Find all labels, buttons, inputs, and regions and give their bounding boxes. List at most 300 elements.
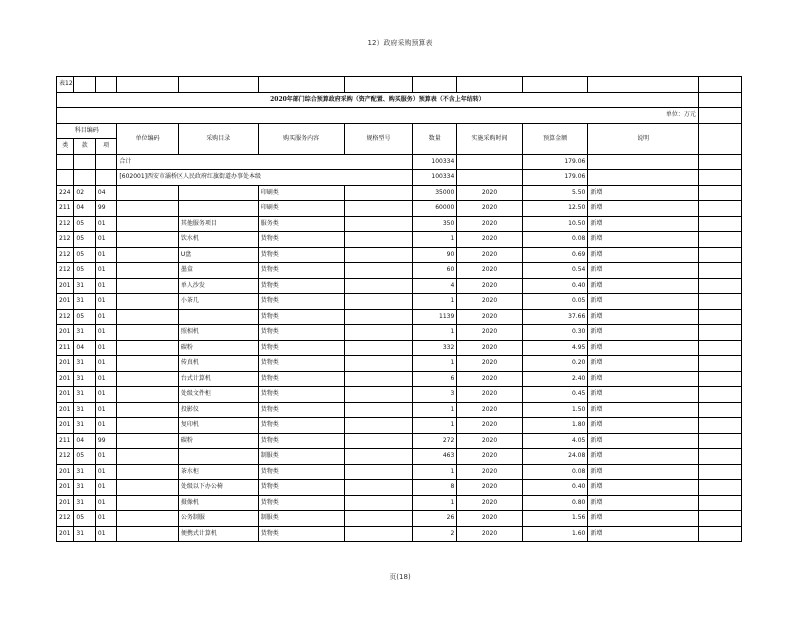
cell-unit-code [117,247,178,263]
cell-spec [344,418,413,434]
cell-section: 31 [74,526,96,542]
cell-note: 新增 [588,371,699,387]
cell-section: 31 [74,278,96,294]
cell-note: 新增 [588,185,699,201]
table-code-row [57,77,742,93]
page-header: 12）政府采购预算表 [367,39,433,47]
cell-class: 212 [57,449,74,465]
table-row [57,495,742,511]
cell-section: 31 [74,402,96,418]
cell-amount: 0.80 [522,495,588,511]
cell-item: 01 [95,294,117,310]
cell-spec [344,495,413,511]
cell-section: 05 [74,309,96,325]
cell-quantity: 1 [413,232,457,248]
cell-unit-code [117,387,178,403]
summary-row-unit [57,170,742,186]
cell-class: 201 [57,495,74,511]
header-unit-code: 单位编码 [117,123,178,154]
cell-class: 201 [57,387,74,403]
cell-amount: 0.54 [522,263,588,279]
cell-blank [698,480,741,496]
cell-item: 01 [95,340,117,356]
cell-time: 2020 [457,263,523,279]
cell-note: 新增 [588,278,699,294]
cell-amount: 0.45 [522,387,588,403]
cell-quantity: 1 [413,418,457,434]
cell-catalog: 饮水机 [178,232,258,248]
cell-spec [344,449,413,465]
table-row [57,216,742,232]
cell-time: 2020 [457,309,523,325]
cell-section: 31 [74,464,96,480]
cell-service: 货物类 [258,340,344,356]
table-row [57,464,742,480]
cell-quantity: 4 [413,278,457,294]
cell-blank [698,371,741,387]
header-note: 说明 [588,123,699,154]
cell-catalog: 其他服务项目 [178,216,258,232]
cell-class: 211 [57,201,74,217]
cell-note: 新增 [588,464,699,480]
cell-spec [344,356,413,372]
cell-section: 31 [74,495,96,511]
cell-service: 货物类 [258,325,344,341]
cell-catalog [178,185,258,201]
cell-time: 2020 [457,356,523,372]
cell-item: 04 [95,185,117,201]
cell-unit-code [117,356,178,372]
cell-blank [698,526,741,542]
cell-amount: 2.40 [522,371,588,387]
cell-catalog: 小茶几 [178,294,258,310]
table-row [57,526,742,542]
cell-quantity: 26 [413,511,457,527]
table-row [57,449,742,465]
cell-blank [698,232,741,248]
cell-unit-code [117,185,178,201]
cell-catalog: 公务制服 [178,511,258,527]
table-row [57,418,742,434]
cell-item: 01 [95,402,117,418]
table-row [57,185,742,201]
cell-section: 04 [74,433,96,449]
cell-service: 货物类 [258,309,344,325]
cell-note: 新增 [588,495,699,511]
cell-section: 05 [74,263,96,279]
cell-quantity: 463 [413,449,457,465]
cell-blank [698,216,741,232]
summary-label: 合计 [117,154,413,170]
cell-class: 201 [57,464,74,480]
cell-note: 新增 [588,294,699,310]
header-section: 款 [74,139,96,155]
cell-service: 货物类 [258,387,344,403]
cell-spec [344,480,413,496]
cell-blank [698,340,741,356]
cell-blank [698,495,741,511]
header-service-content: 购买服务内容 [258,123,344,154]
table-code: 表12 [57,77,74,93]
cell-note: 新增 [588,402,699,418]
cell-note: 新增 [588,356,699,372]
cell-item: 01 [95,371,117,387]
cell-item: 01 [95,526,117,542]
cell-note: 新增 [588,325,699,341]
cell-time: 2020 [457,402,523,418]
cell-time: 2020 [457,387,523,403]
cell-catalog: 摄像机 [178,495,258,511]
cell-service: 货物类 [258,294,344,310]
cell-section: 05 [74,216,96,232]
cell-service: 货物类 [258,418,344,434]
cell-service: 货物类 [258,232,344,248]
cell-time: 2020 [457,464,523,480]
summary-amount: 179.06 [522,154,588,170]
header-implement-time: 实施采购时间 [457,123,523,154]
cell-catalog: 复印机 [178,418,258,434]
cell-unit-code [117,418,178,434]
table-row [57,294,742,310]
cell-note: 新增 [588,526,699,542]
cell-blank [698,278,741,294]
cell-time: 2020 [457,201,523,217]
cell-blank [698,387,741,403]
summary-row-total [57,154,742,170]
cell-section: 04 [74,201,96,217]
cell-spec [344,371,413,387]
cell-unit-code [117,278,178,294]
cell-unit-code [117,201,178,217]
cell-catalog [178,449,258,465]
cell-amount: 0.08 [522,232,588,248]
cell-quantity: 35000 [413,185,457,201]
cell-amount: 1.56 [522,511,588,527]
cell-spec [344,294,413,310]
cell-blank [698,418,741,434]
cell-item: 01 [95,263,117,279]
cell-amount: 24.08 [522,449,588,465]
cell-service: 货物类 [258,433,344,449]
cell-spec [344,247,413,263]
cell-service: 服务类 [258,216,344,232]
cell-unit-code [117,371,178,387]
cell-section: 31 [74,480,96,496]
cell-time: 2020 [457,232,523,248]
cell-service: 货物类 [258,526,344,542]
cell-quantity: 1 [413,356,457,372]
title-row [57,92,742,108]
cell-class: 201 [57,325,74,341]
table-row [57,247,742,263]
cell-blank [698,402,741,418]
cell-class: 201 [57,356,74,372]
cell-spec [344,201,413,217]
table-row [57,278,742,294]
cell-catalog: 茶水柜 [178,464,258,480]
cell-section: 05 [74,232,96,248]
cell-item: 01 [95,387,117,403]
cell-note: 新增 [588,387,699,403]
cell-spec [344,433,413,449]
cell-item: 99 [95,433,117,449]
cell-note: 新增 [588,480,699,496]
cell-class: 212 [57,232,74,248]
cell-amount: 0.08 [522,464,588,480]
cell-amount: 4.95 [522,340,588,356]
cell-quantity: 60000 [413,201,457,217]
cell-note: 新增 [588,232,699,248]
cell-note: 新增 [588,433,699,449]
cell-class: 211 [57,340,74,356]
cell-service: 货物类 [258,402,344,418]
cell-quantity: 3 [413,387,457,403]
cell-catalog: U盘 [178,247,258,263]
cell-spec [344,278,413,294]
cell-class: 212 [57,309,74,325]
cell-spec [344,402,413,418]
cell-amount: 0.20 [522,356,588,372]
cell-class: 212 [57,247,74,263]
summary-quantity: 100334 [413,154,457,170]
cell-service: 制服类 [258,511,344,527]
cell-service: 货物类 [258,464,344,480]
summary-label: [602001]西安市灞桥区人民政府红旗街道办事处本级 [117,170,413,186]
header-subject-code: 科目编码 [57,123,117,139]
cell-blank [698,464,741,480]
cell-amount: 1.60 [522,526,588,542]
table-row [57,387,742,403]
cell-catalog: 碳粉 [178,433,258,449]
cell-catalog: 台式计算机 [178,371,258,387]
cell-item: 01 [95,216,117,232]
cell-class: 201 [57,402,74,418]
cell-unit-code [117,464,178,480]
cell-class: 212 [57,216,74,232]
cell-service: 印刷类 [258,201,344,217]
cell-catalog [178,201,258,217]
cell-time: 2020 [457,433,523,449]
cell-service: 货物类 [258,480,344,496]
cell-catalog [178,309,258,325]
cell-item: 01 [95,247,117,263]
cell-quantity: 8 [413,480,457,496]
header-quantity: 数量 [413,123,457,154]
cell-quantity: 1139 [413,309,457,325]
cell-unit-code [117,263,178,279]
cell-section: 31 [74,418,96,434]
cell-spec [344,263,413,279]
cell-blank [698,511,741,527]
cell-catalog: 传真机 [178,356,258,372]
cell-spec [344,309,413,325]
cell-class: 201 [57,278,74,294]
cell-item: 01 [95,449,117,465]
cell-section: 05 [74,511,96,527]
cell-spec [344,325,413,341]
cell-amount: 0.69 [522,247,588,263]
cell-catalog: 处级文件柜 [178,387,258,403]
cell-catalog: 碳粉 [178,340,258,356]
cell-note: 新增 [588,418,699,434]
cell-unit-code [117,433,178,449]
cell-spec [344,511,413,527]
table-row [57,433,742,449]
cell-blank [698,201,741,217]
cell-quantity: 1 [413,325,457,341]
cell-class: 212 [57,263,74,279]
cell-section: 05 [74,247,96,263]
table-row [57,371,742,387]
cell-catalog: 便携式计算机 [178,526,258,542]
cell-section: 31 [74,325,96,341]
cell-class: 224 [57,185,74,201]
table-row [57,263,742,279]
cell-quantity: 1 [413,464,457,480]
cell-section: 31 [74,371,96,387]
cell-blank [698,309,741,325]
unit-label: 单位：万元 [57,108,699,124]
cell-item: 01 [95,325,117,341]
cell-amount: 4.05 [522,433,588,449]
cell-spec [344,185,413,201]
cell-unit-code [117,495,178,511]
cell-unit-code [117,449,178,465]
cell-item: 01 [95,309,117,325]
cell-service: 印刷类 [258,185,344,201]
procurement-budget-table [56,76,742,542]
cell-unit-code [117,232,178,248]
cell-note: 新增 [588,309,699,325]
cell-service: 货物类 [258,247,344,263]
cell-item: 01 [95,495,117,511]
cell-time: 2020 [457,325,523,341]
cell-note: 新增 [588,263,699,279]
cell-service: 制服类 [258,449,344,465]
cell-blank [698,433,741,449]
cell-item: 01 [95,232,117,248]
table-row [57,402,742,418]
table-row [57,511,742,527]
header-budget-amount: 预算金额 [522,123,588,154]
cell-time: 2020 [457,495,523,511]
cell-amount: 1.50 [522,402,588,418]
cell-blank [698,263,741,279]
cell-spec [344,216,413,232]
header-class: 类 [57,139,74,155]
cell-quantity: 1 [413,402,457,418]
cell-section: 31 [74,294,96,310]
table-title: 2020年部门综合预算政府采购（资产配置、购买服务）预算表（不含上年结转） [57,92,699,108]
cell-quantity: 1 [413,294,457,310]
cell-time: 2020 [457,340,523,356]
cell-note: 新增 [588,340,699,356]
cell-class: 212 [57,511,74,527]
cell-section: 05 [74,449,96,465]
table-row [57,356,742,372]
table-row [57,480,742,496]
cell-blank [698,247,741,263]
cell-quantity: 2 [413,526,457,542]
cell-item: 01 [95,278,117,294]
cell-spec [344,387,413,403]
cell-time: 2020 [457,185,523,201]
cell-class: 211 [57,433,74,449]
cell-item: 01 [95,464,117,480]
cell-catalog: 墨盒 [178,263,258,279]
cell-class: 201 [57,526,74,542]
cell-amount: 0.05 [522,294,588,310]
cell-time: 2020 [457,511,523,527]
summary-amount: 179.06 [522,170,588,186]
summary-quantity: 100334 [413,170,457,186]
cell-unit-code [117,216,178,232]
table-row [57,309,742,325]
cell-unit-code [117,526,178,542]
cell-quantity: 60 [413,263,457,279]
cell-catalog: 投影仪 [178,402,258,418]
cell-item: 01 [95,511,117,527]
cell-class: 201 [57,294,74,310]
cell-class: 201 [57,480,74,496]
cell-time: 2020 [457,449,523,465]
header-procurement-catalog: 采购目录 [178,123,258,154]
cell-blank [698,449,741,465]
cell-time: 2020 [457,216,523,232]
cell-catalog: 单人沙发 [178,278,258,294]
cell-unit-code [117,309,178,325]
table-row [57,325,742,341]
cell-spec [344,340,413,356]
cell-item: 01 [95,418,117,434]
header-row-1 [57,123,742,139]
cell-time: 2020 [457,294,523,310]
table-row [57,232,742,248]
cell-amount: 10.50 [522,216,588,232]
cell-amount: 0.30 [522,325,588,341]
cell-catalog: 照相机 [178,325,258,341]
cell-unit-code [117,402,178,418]
header-spec-model: 规格型号 [344,123,413,154]
cell-class: 201 [57,371,74,387]
cell-unit-code [117,340,178,356]
cell-blank [698,185,741,201]
table-row [57,201,742,217]
cell-time: 2020 [457,418,523,434]
cell-item: 01 [95,356,117,372]
cell-unit-code [117,480,178,496]
cell-section: 02 [74,185,96,201]
cell-blank [698,294,741,310]
cell-section: 31 [74,387,96,403]
cell-service: 货物类 [258,495,344,511]
cell-amount: 5.50 [522,185,588,201]
cell-amount: 12.50 [522,201,588,217]
cell-amount: 37.66 [522,309,588,325]
cell-section: 04 [74,340,96,356]
cell-service: 货物类 [258,371,344,387]
header-item: 项 [95,139,117,155]
cell-section: 31 [74,356,96,372]
page-footer: 页(18) [389,573,411,581]
cell-spec [344,526,413,542]
cell-service: 货物类 [258,278,344,294]
cell-unit-code [117,294,178,310]
cell-quantity: 272 [413,433,457,449]
cell-quantity: 6 [413,371,457,387]
unit-row [57,108,742,124]
cell-item: 01 [95,480,117,496]
